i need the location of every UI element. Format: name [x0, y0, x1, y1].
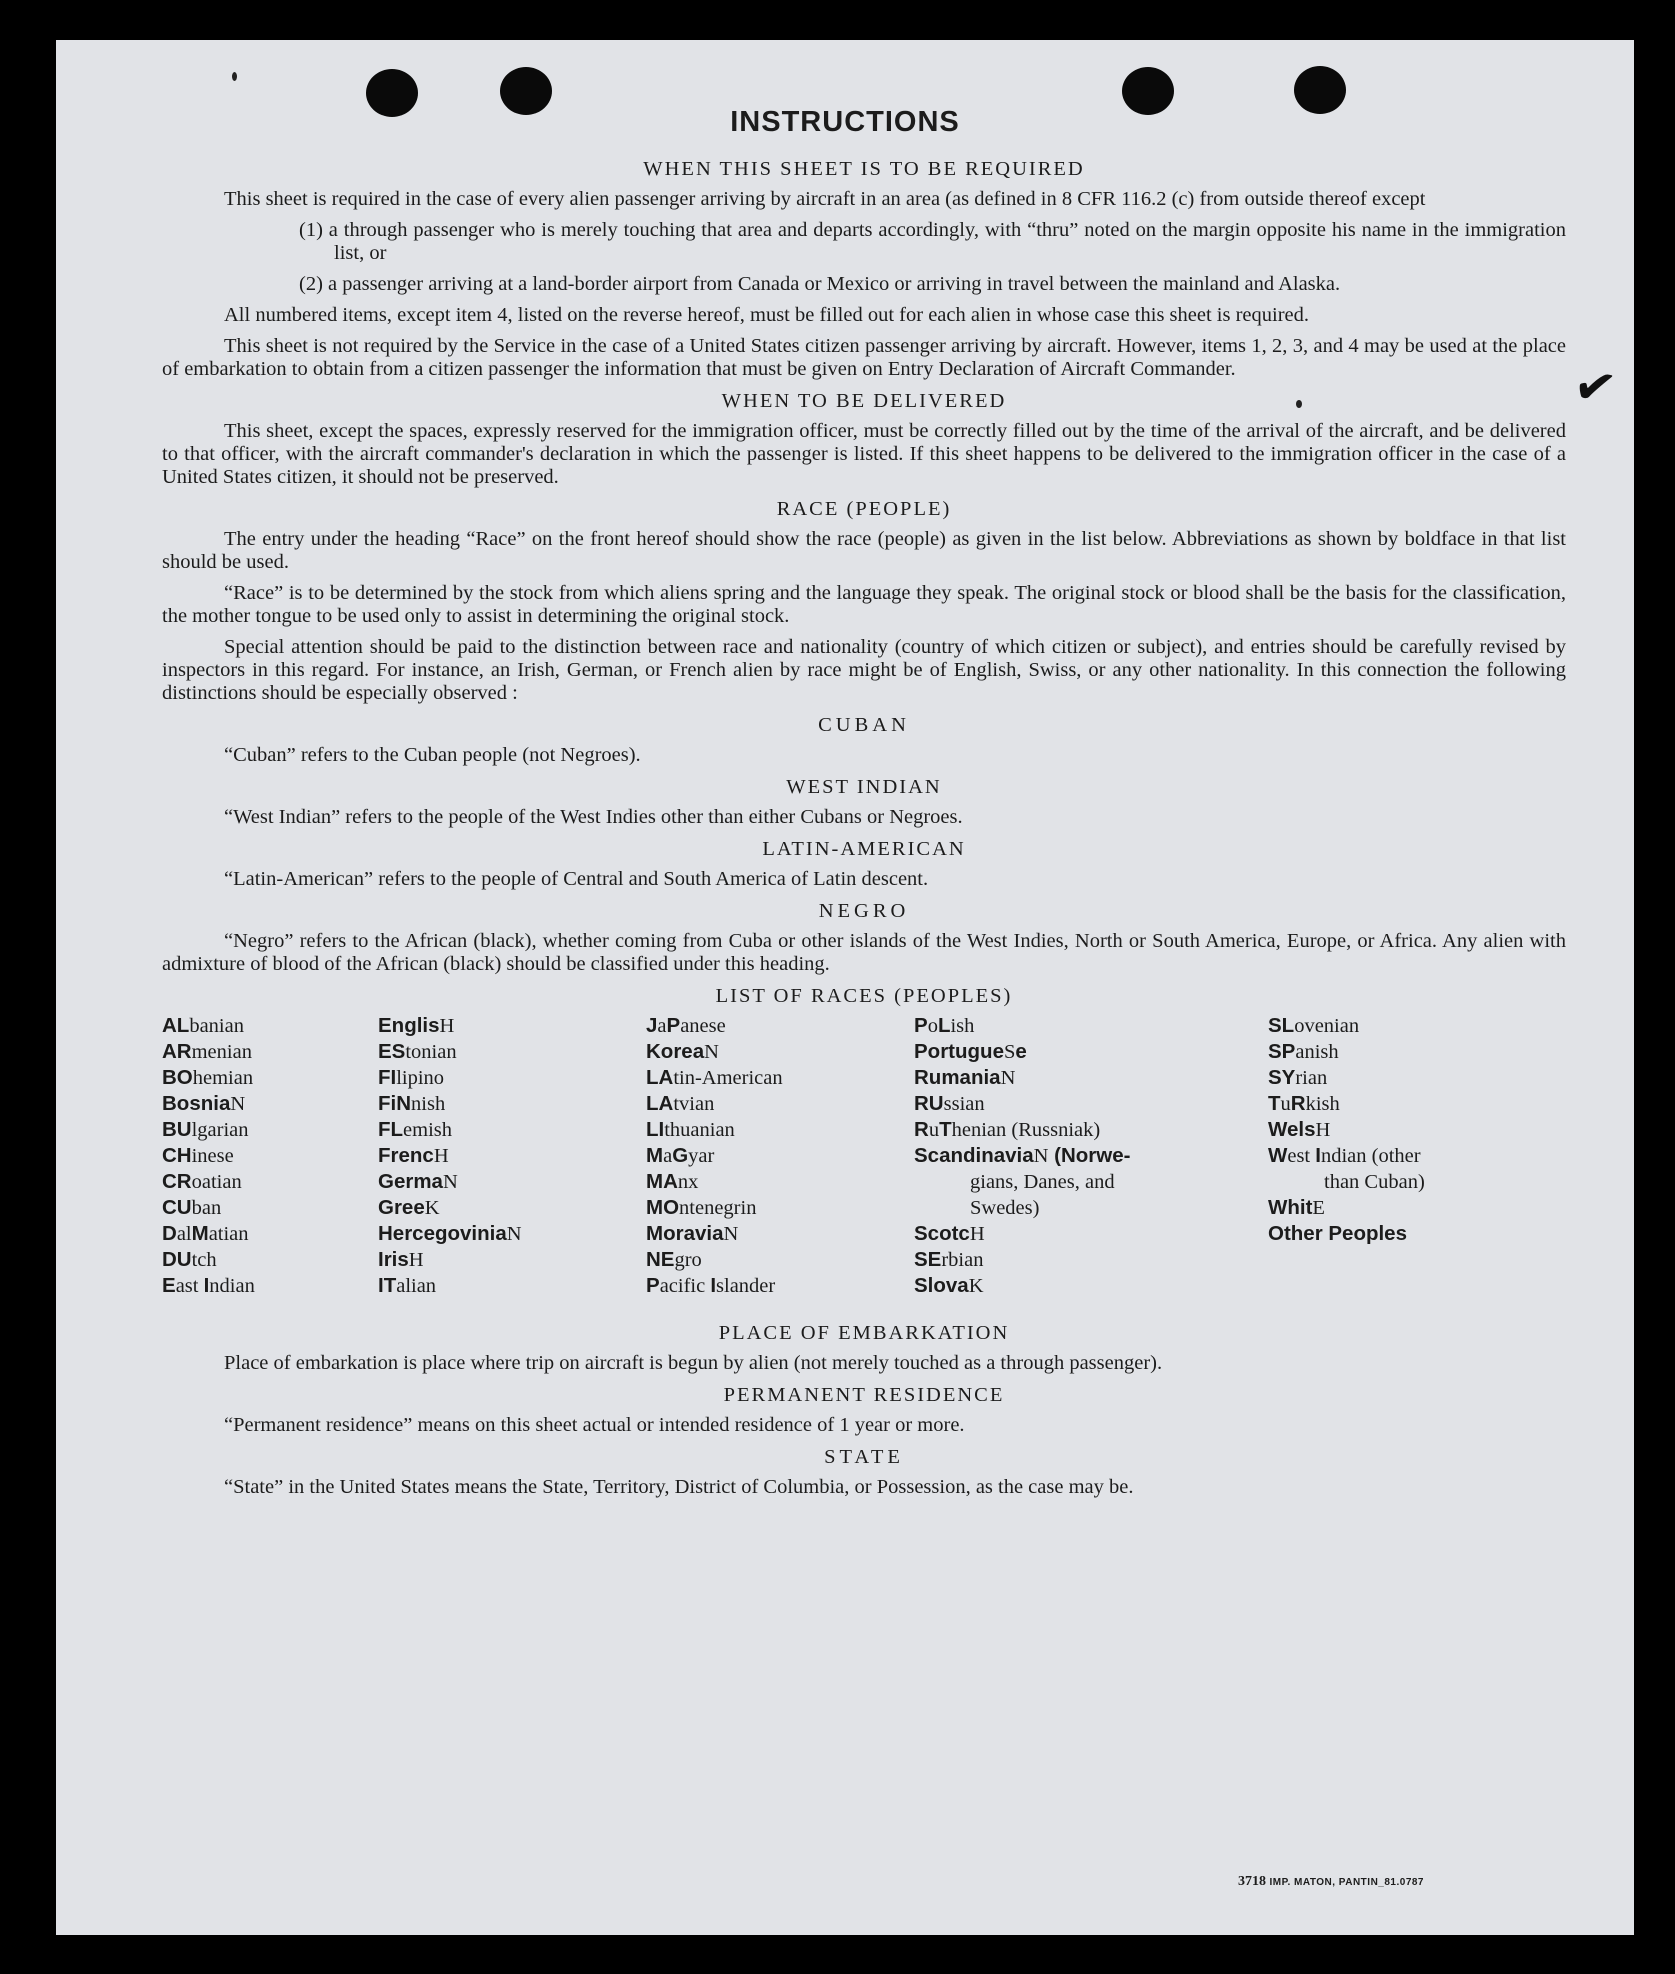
speck [232, 72, 237, 81]
races-column [162, 1013, 255, 1299]
race-item: ScotcH [914, 1222, 985, 1245]
race-item: ARmenian [162, 1040, 252, 1063]
race-item: GermaN [378, 1170, 458, 1193]
race-item: SLovenian [1268, 1014, 1360, 1037]
definition: Place of embarkation is place where trip on aircraft is begun by alien (not merely touched as a through passenger). [224, 1352, 1163, 1374]
race-item: LAtin-American [646, 1066, 783, 1089]
race-item: HercegoviniaN [378, 1222, 522, 1245]
definition: “West Indian” refers to the people of the West Indies other than either Cubans or Negroes. [224, 806, 963, 828]
definition: “State” in the United States means the State, Territory, District of Columbia, or Possession, as the case may be. [224, 1476, 1134, 1498]
race-item: GreeK [378, 1196, 440, 1219]
race-item: CUban [162, 1196, 222, 1219]
paragraph: “Race” is to be determined by the stock from which aliens spring and the language they speak. The original stock or blood shall be the basis for the classification, the mother tongue to be used only to assist in determining the original stock. [162, 582, 1566, 627]
heading-when-delivered: WHEN TO BE DELIVERED [721, 390, 1007, 412]
race-item: gians, Danes, and [970, 1171, 1115, 1193]
race-item: SErbian [914, 1248, 984, 1271]
definition: “Negro” refers to the African (black), whether coming from Cuba or other islands of the West Indies, North or South America, Europe, or Africa. Any alien with admixture of blood of the African (black) should be classified under this heading. [162, 930, 1566, 975]
race-item: than Cuban) [1324, 1171, 1425, 1193]
race-item: PortugueSe [914, 1040, 1027, 1063]
race-item: PoLish [914, 1014, 975, 1037]
exception-item: (1) a through passenger who is merely touching that area and departs accordingly, with “thru” noted on the margin opposite his name in the immigration list, or [299, 219, 1566, 264]
races-list [162, 1013, 1566, 1313]
race-item: CHinese [162, 1144, 234, 1167]
paragraph: Special attention should be paid to the distinction between race and nationality (country of which citizen or subject), and entries should be carefully revised by inspectors in this regard. For instance, an Irish, German, or French alien by race might be of English, Swiss, or any other nationality. In this connection the following distinctions should be especially observed : [162, 636, 1566, 704]
race-item: Pacific Islander [646, 1274, 776, 1297]
race-item: NEgro [646, 1248, 702, 1271]
race-item: KoreaN [646, 1040, 719, 1063]
form-footer [1238, 1874, 1424, 1890]
race-item: SPanish [1268, 1040, 1339, 1063]
heading-permanent-residence: PERMANENT RESIDENCE [723, 1384, 1005, 1406]
paragraph: This sheet is not required by the Service in the case of a United States citizen passenger arriving by aircraft. However, items 1, 2, 3, and 4 may be used at the place of embarkation to obtain from a citizen passenger the information that must be given on Entry Declaration of Aircraft Commander. [162, 335, 1566, 380]
race-item: RuThenian (Russniak) [914, 1118, 1101, 1141]
race-item: ScandinaviaN (Norwe- [914, 1144, 1131, 1167]
checkmark-icon: ✔ [1569, 354, 1621, 420]
race-item: JaPanese [646, 1014, 726, 1037]
race-item: Swedes) [970, 1197, 1040, 1219]
race-item: DUtch [162, 1248, 217, 1271]
paragraph: This sheet, except the spaces, expressly reserved for the immigration officer, must be correctly filled out by the time of the arrival of the aircraft, and be delivered to that officer, with the aircraft commander's declaration in which the passenger is listed. If this sheet happens to be delivered to the immigration officer in the case of a United States citizen, it should not be preserved. [162, 420, 1566, 488]
race-item: LIthuanian [646, 1118, 735, 1141]
race-item: BOhemian [162, 1066, 254, 1089]
page-title: INSTRUCTIONS [730, 106, 960, 138]
heading-state: STATE [824, 1446, 904, 1468]
race-item: DalMatian [162, 1222, 249, 1245]
race-item: BosniaN [162, 1092, 246, 1115]
race-item: ALbanian [162, 1014, 244, 1037]
race-item: SlovaK [914, 1274, 984, 1297]
definition: “Cuban” refers to the Cuban people (not Negroes). [224, 744, 641, 766]
race-item: East Indian [162, 1274, 255, 1297]
race-item: WelsH [1268, 1118, 1331, 1141]
definition: “Permanent residence” means on this sheet actual or intended residence of 1 year or more. [224, 1414, 965, 1436]
heading-latin-american: LATIN-AMERICAN [762, 838, 966, 860]
races-column [646, 1013, 783, 1299]
race-item: MAnx [646, 1170, 699, 1193]
race-item: MaGyar [646, 1144, 715, 1167]
race-item: EStonian [378, 1040, 457, 1063]
document-sheet [56, 40, 1634, 1935]
race-item: MoraviaN [646, 1222, 739, 1245]
printer-mark: IMP. MATON, PANTIN_81.0787 [1269, 1877, 1424, 1888]
paragraph: This sheet is required in the case of every alien passenger arriving by aircraft in an area (as defined in 8 CFR 116.2 (c) from outside thereof except [224, 188, 1426, 210]
race-item: SYrian [1268, 1066, 1328, 1089]
definition: “Latin-American” refers to the people of Central and South America of Latin descent. [224, 868, 929, 890]
race-item: IrisH [378, 1248, 424, 1271]
race-item: FrencH [378, 1144, 449, 1167]
race-item: FIlipino [378, 1066, 445, 1089]
races-column [914, 1013, 1130, 1299]
race-item: FiNnish [378, 1092, 446, 1115]
race-item: RUssian [914, 1092, 985, 1115]
race-item: West Indian (other [1268, 1144, 1421, 1167]
heading-list-of-races: LIST OF RACES (PEOPLES) [715, 985, 1013, 1007]
paragraph: All numbered items, except item 4, listed on the reverse hereof, must be filled out for each alien in whose case this sheet is required. [224, 304, 1310, 326]
heading-when-required: WHEN THIS SHEET IS TO BE REQUIRED [643, 158, 1085, 180]
heading-place-of-embarkation: PLACE OF EMBARKATION [718, 1322, 1010, 1344]
heading-negro: NEGRO [818, 900, 910, 922]
race-item: CRoatian [162, 1170, 242, 1193]
heading-race: RACE (PEOPLE) [776, 498, 952, 520]
race-item: BUlgarian [162, 1118, 249, 1141]
race-item: LAtvian [646, 1092, 715, 1115]
race-item: TuRkish [1268, 1092, 1340, 1115]
race-item: Other Peoples [1268, 1222, 1407, 1245]
races-column [1268, 1013, 1425, 1247]
instructions-body [162, 149, 1566, 1507]
race-item: ITalian [378, 1274, 437, 1297]
race-item: EnglisH [378, 1014, 455, 1037]
heading-west-indian: WEST INDIAN [786, 776, 942, 798]
form-number: 3718 [1237, 1874, 1266, 1889]
race-item: RumaniaN [914, 1066, 1016, 1089]
exception-item: (2) a passenger arriving at a land-border airport from Canada or Mexico or arriving in travel between the mainland and Alaska. [299, 273, 1341, 295]
race-item: WhitE [1268, 1196, 1325, 1219]
heading-cuban: CUBAN [818, 714, 910, 736]
race-item: FLemish [378, 1118, 453, 1141]
race-item: MOntenegrin [646, 1196, 757, 1219]
races-column [378, 1013, 522, 1299]
paragraph: The entry under the heading “Race” on the front hereof should show the race (people) as given in the list below. Abbreviations as shown by boldface in that list should be used. [162, 528, 1566, 573]
